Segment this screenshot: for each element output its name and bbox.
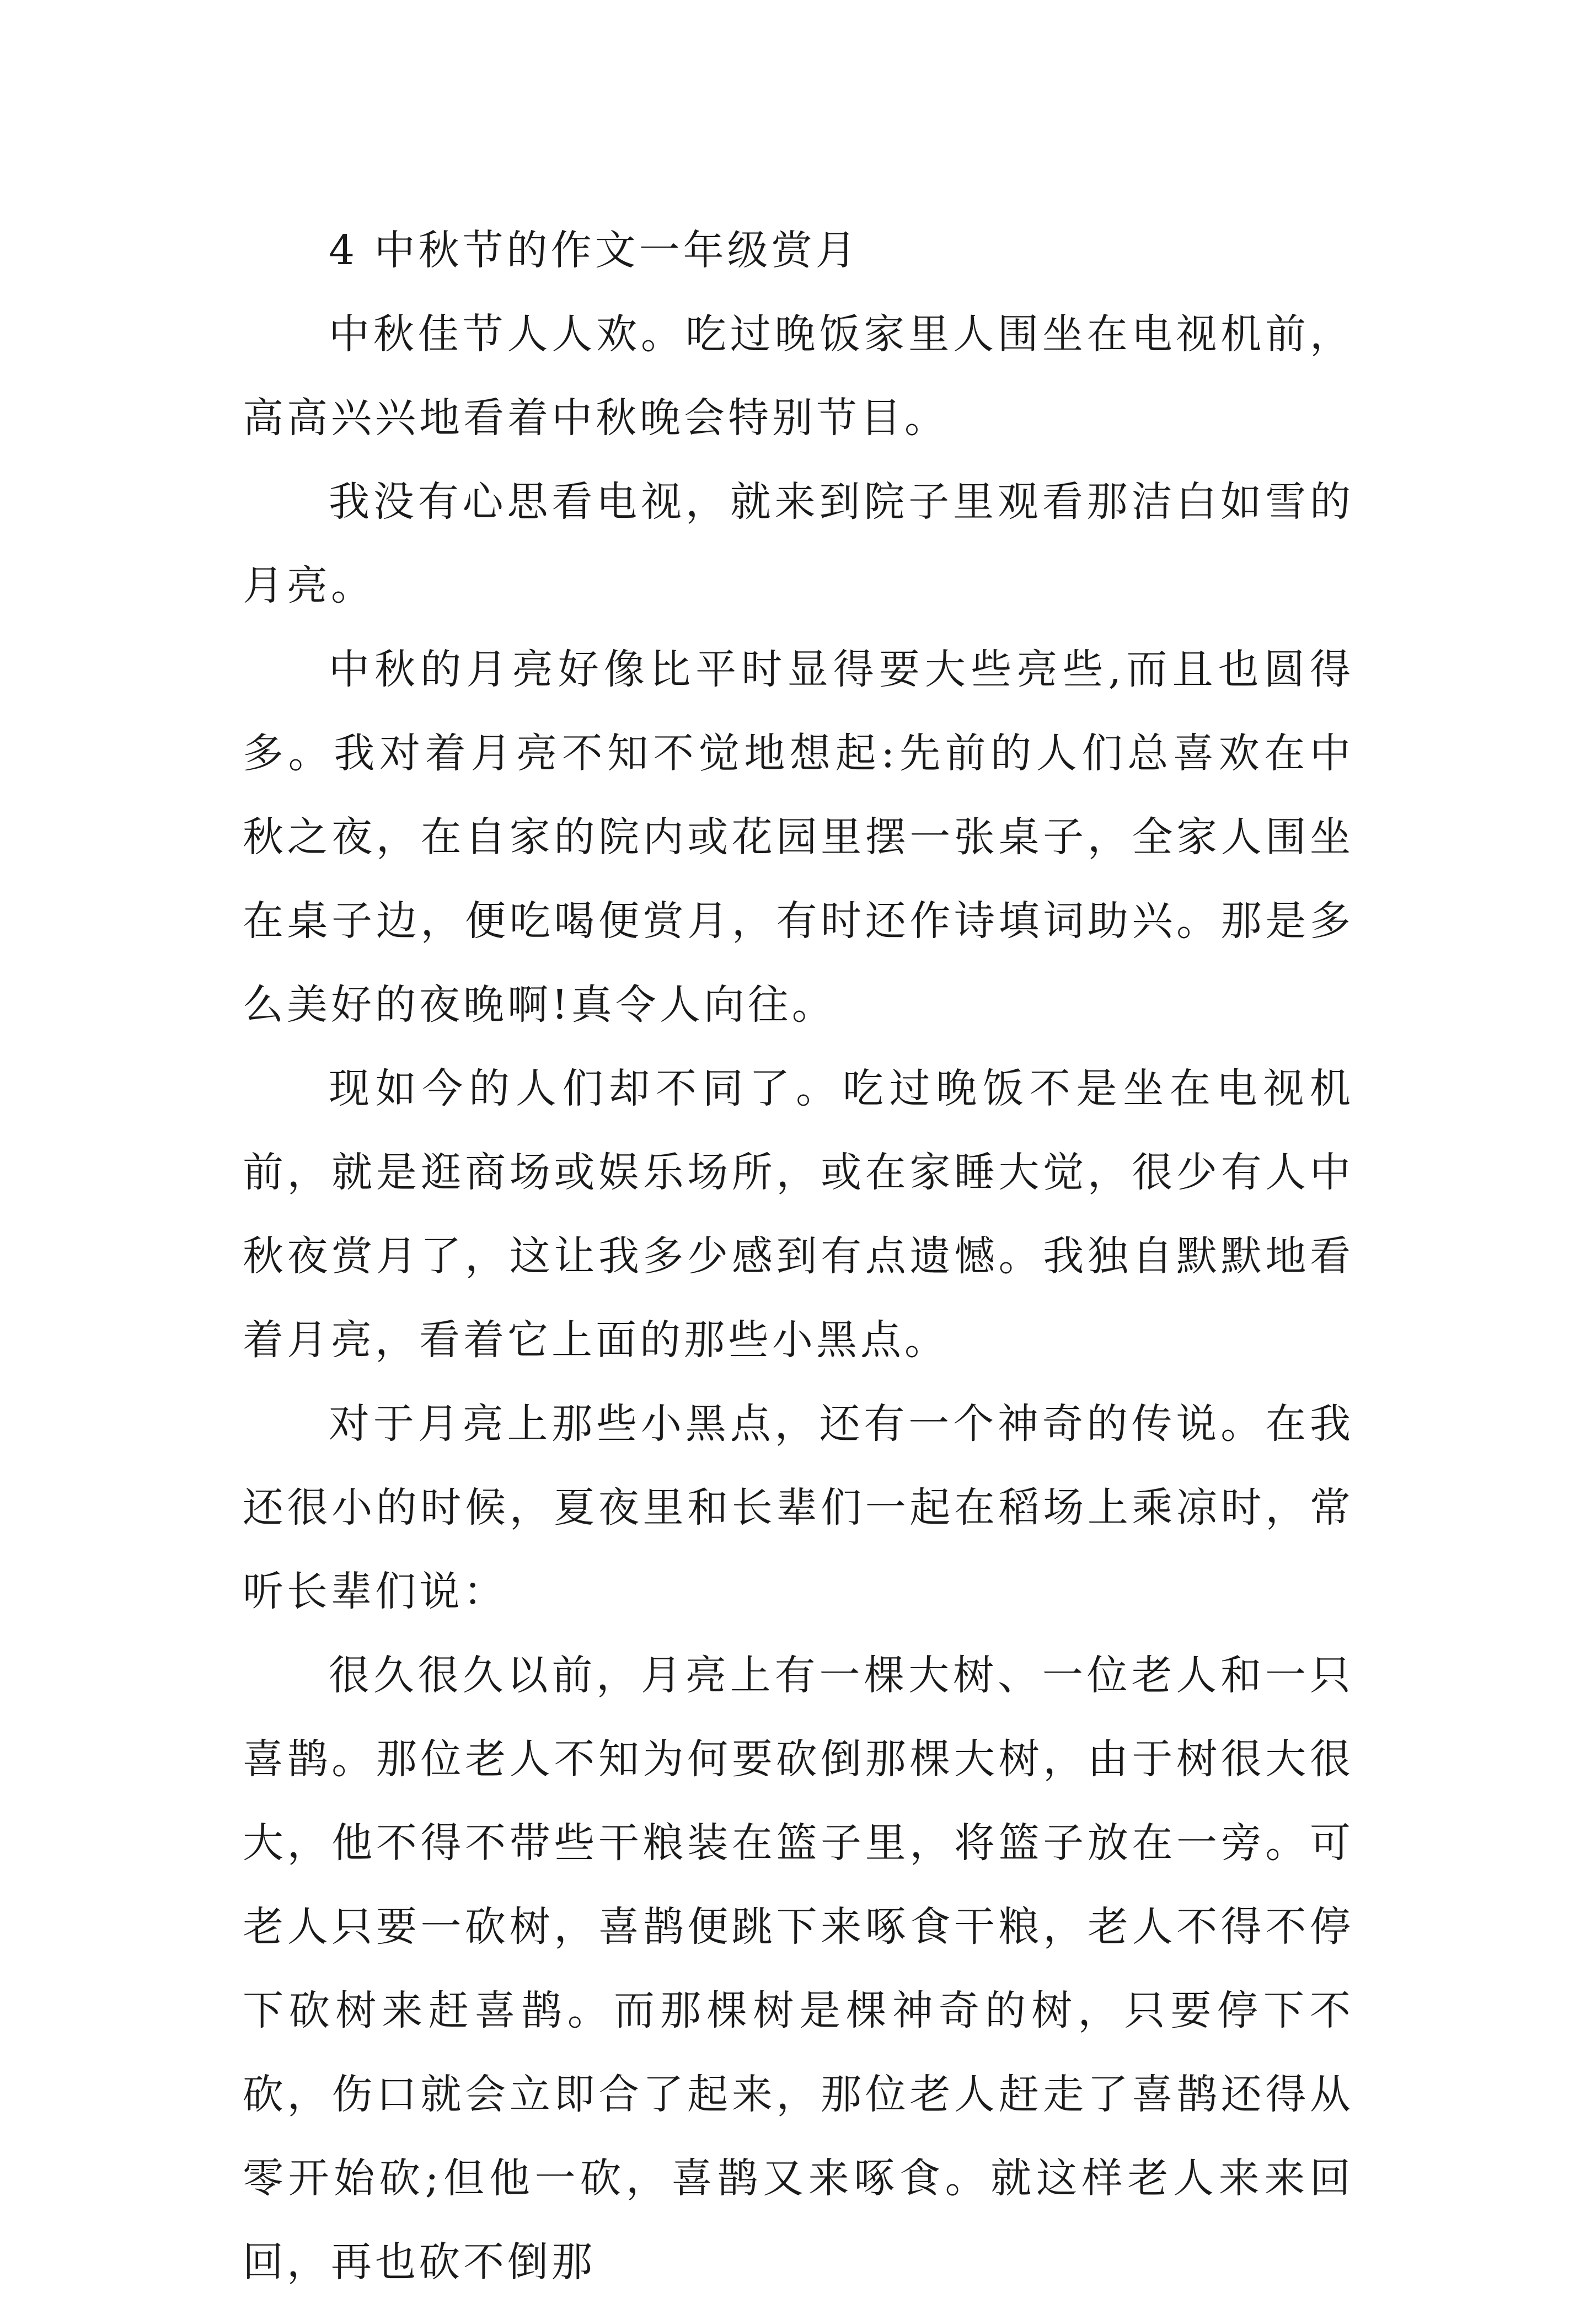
paragraph-1: 中秋佳节人人欢。吃过晚饭家里人围坐在电视机前，高高兴兴地看着中秋晚会特别节目。 (243, 310, 1354, 442)
paragraph-6: 很久很久以前，月亮上有一棵大树、一位老人和一只喜鹊。那位老人不知为何要砍倒那棵大树，由于树很大很大，他不得不带些干粮装在篮子里，将篮子放在一旁。可老人只要一砍树，喜鹊便跳下来啄食干粮，老人不得不停下砍树来赶喜鹊。而那棵树是棵神奇的树，只要停下不砍，伤口就会立即合了起来，那位老人赶走了喜鹊还得从零开始砍;但他一砍，喜鹊又来啄食。就这样老人来来回回，再也砍不倒那 (243, 1652, 1354, 2286)
paragraph-3: 中秋的月亮好像比平时显得要大些亮些,而且也圆得多。我对着月亮不知不觉地想起:先前的人们总喜欢在中秋之夜，在自家的院内或花园里摆一张桌子，全家人围坐在桌子边，便吃喝便赏月，有时还作诗填词助兴。那是多么美好的夜晚啊!真令人向往。 (243, 646, 1354, 1028)
paragraph-2: 我没有心思看电视，就来到院子里观看那洁白如雪的月亮。 (243, 478, 1354, 609)
document-title: 4 中秋节的作文一年级赏月 (329, 227, 860, 274)
paragraph-4: 现如今的人们却不同了。吃过晚饭不是坐在电视机前，就是逛商场或娱乐场所，或在家睡大觉，很少有人中秋夜赏月了，这让我多少感到有点遗憾。我独自默默地看着月亮，看着它上面的那些小黑点。 (243, 1065, 1354, 1364)
paragraph-5: 对于月亮上那些小黑点，还有一个神奇的传说。在我还很小的时候，夏夜里和长辈们一起在稻场上乘凉时，常听长辈们说： (243, 1400, 1354, 1615)
document-body (243, 208, 1354, 2304)
